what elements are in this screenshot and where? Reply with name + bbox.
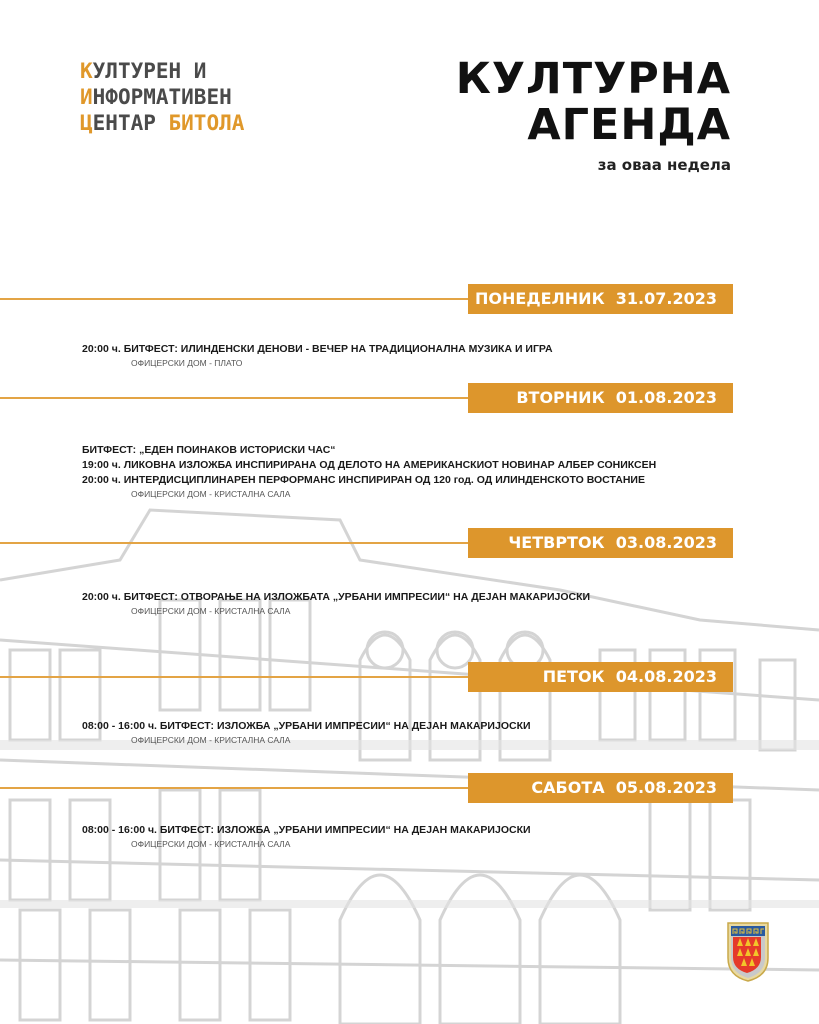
event-venue: ОФИЦЕРСКИ ДОМ - КРИСТАЛНА САЛА	[131, 839, 291, 849]
kic-bitola-logo	[80, 58, 244, 136]
day-events-saturday	[82, 823, 531, 851]
day-events-tuesday	[82, 443, 656, 501]
page-title	[456, 56, 731, 174]
building-sketch-background	[0, 500, 819, 1024]
title-line-1: КУЛТУРНА	[455, 54, 731, 104]
title-subtitle: за оваа недела	[597, 156, 731, 174]
divider-line	[0, 787, 468, 789]
event-item: 08:00 - 16:00 ч. БИТФЕСТ: ИЗЛОЖБА „УРБАНИ ИМПРЕСИИ“ НА ДЕЈАН МАКАРИЈОСКИ	[82, 824, 531, 836]
event-item: 19:00 ч. ЛИКОВНА ИЗЛОЖБА ИНСПИРИРАНА ОД ДЕЛОТО НА АМЕРИКАНСКИОТ НОВИНАР АЛБЕР СОНИКСЕН	[82, 459, 657, 471]
logo-line-1: УЛТУРЕН И	[92, 59, 207, 83]
event-venue: ОФИЦЕРСКИ ДОМ - КРИСТАЛНА САЛА	[131, 735, 291, 745]
logo-line-2: НФОРМАТИВЕН	[92, 85, 232, 109]
divider-line	[0, 397, 468, 399]
day-banner-friday: ПЕТОК 04.08.2023	[468, 662, 733, 692]
event-item: 08:00 - 16:00 ч. БИТФЕСТ: ИЗЛОЖБА „УРБАНИ ИМПРЕСИИ“ НА ДЕЈАН МАКАРИЈОСКИ	[82, 720, 531, 732]
bitola-coat-of-arms-icon	[727, 922, 769, 982]
event-item: БИТФЕСТ: „ЕДЕН ПОИНАКОВ ИСТОРИСКИ ЧАС“	[82, 444, 336, 456]
day-banner-thursday: ЧЕТВРТОК 03.08.2023	[468, 528, 733, 558]
logo-letter-c: Ц	[80, 111, 93, 135]
divider-line	[0, 676, 468, 678]
event-item: 20:00 ч. БИТФЕСТ: ОТВОРАЊЕ НА ИЗЛОЖБАТА „УРБАНИ ИМПРЕСИИ“ НА ДЕЈАН МАКАРИЈОСКИ	[82, 591, 591, 603]
event-venue: ОФИЦЕРСКИ ДОМ - КРИСТАЛНА САЛА	[131, 489, 291, 499]
divider-line	[0, 542, 468, 544]
day-events-monday	[82, 342, 553, 370]
event-venue: ОФИЦЕРСКИ ДОМ - КРИСТАЛНА САЛА	[131, 606, 291, 616]
day-events-friday	[82, 719, 531, 747]
event-item: 20:00 ч. БИТФЕСТ: ИЛИНДЕНСКИ ДЕНОВИ - ВЕЧЕР НА ТРАДИЦИОНАЛНА МУЗИКА И ИГРА	[82, 343, 553, 355]
event-venue: ОФИЦЕРСКИ ДОМ - ПЛАТО	[131, 358, 243, 368]
title-line-2: АГЕНДА	[527, 100, 731, 150]
day-banner-saturday: САБОТА 05.08.2023	[468, 773, 733, 803]
logo-letter-i: И	[80, 85, 93, 109]
logo-letter-k: К	[80, 59, 93, 83]
logo-city: БИТОЛА	[168, 111, 245, 135]
day-events-thursday	[82, 590, 590, 618]
event-item: 20:00 ч. ИНТЕРДИСЦИПЛИНАРЕН ПЕРФОРМАНС ИНСПИРИРАН ОД 120 год. ОД ИЛИНДЕНСКОТО ВОСТАНИЕ	[82, 474, 645, 486]
logo-line-3: ЕНТАР	[92, 111, 169, 135]
day-banner-monday: ПОНЕДЕЛНИК 31.07.2023	[468, 284, 733, 314]
day-banner-tuesday: ВТОРНИК 01.08.2023	[468, 383, 733, 413]
divider-line	[0, 298, 468, 300]
